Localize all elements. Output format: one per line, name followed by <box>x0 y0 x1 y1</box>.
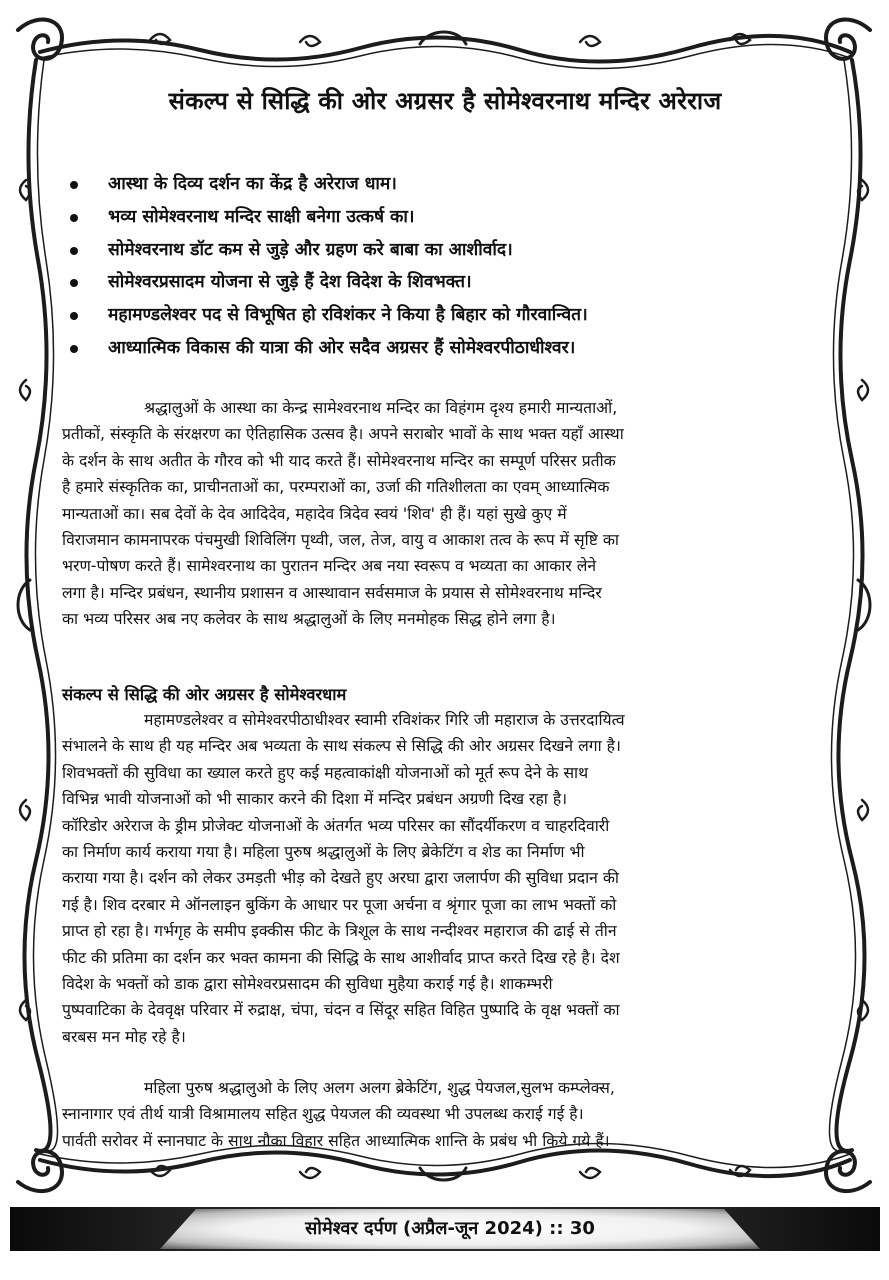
bullet-icon <box>70 312 78 320</box>
text-line: प्राप्त हो रहा है। गर्भगृह के समीप इक्कीस फीट के त्रिशूल के साथ नन्दीश्वर महाराज की ढाई से तीन <box>62 921 617 941</box>
section-heading: संकल्प से सिद्धि की ओर अग्रसर है सोमेश्वरधाम <box>62 685 347 704</box>
text-line: महिला पुरुष श्रद्धालुओ के लिए अलग अलग ब्रेकेटिंग, शुद्ध पेयजल,सुलभ कम्प्लेक्स, <box>144 1078 615 1097</box>
highlights-list <box>62 168 822 365</box>
text-line: स्नानागार एवं तीर्थ यात्री विश्रामालय सहित शुद्ध पेयजल की व्यवस्था भी उपलब्ध कराई गई है। <box>62 1104 584 1124</box>
bullet-icon <box>70 214 78 222</box>
bullet-icon <box>70 279 78 287</box>
bullet-icon <box>70 247 78 255</box>
text-line: लगा है। मन्दिर प्रबंधन, स्थानीय प्रशासन व आस्थावान सर्वसमाज के प्रयास से सोमेश्वरनाथ मन्दिर <box>62 582 602 602</box>
section-paragraph <box>62 707 830 1050</box>
text-line: संभालने के साथ ही यह मन्दिर अब भव्यता के साथ संकल्प से सिद्धि की ओर अग्रसर दिखने लगा है। <box>62 736 621 756</box>
list-item: आध्यात्मिक विकास की यात्रा की ओर सदैव अग्रसर हैं सोमेश्वरपीठाधीश्वर। <box>62 332 822 365</box>
facilities-paragraph <box>62 1075 830 1154</box>
bullet-icon <box>70 345 78 353</box>
intro-paragraph <box>62 395 830 633</box>
list-item: आस्था के दिव्य दर्शन का केंद्र है अरेराज धाम। <box>62 168 822 201</box>
text-line: विराजमान कामनापरक पंचमुखी शिविलिंग पृथ्वी, जल, तेज, वायु व आकाश तत्व के रूप में सृष्टि का <box>62 530 619 550</box>
list-item: सोमेश्वरप्रसादम योजना से जुड़े हैं देश विदेश के शिवभक्त। <box>62 266 822 299</box>
text-line: फीट की प्रतिमा का दर्शन कर भक्त कामना की सिद्धि के साथ आशीर्वाद प्राप्त करते दिख रहे है। देश <box>62 947 620 967</box>
text-line: है हमारे संस्कृतिक का, प्राचीनताओं का, परम्पराओं का, उर्जा की गतिशीलता का एवम् आध्यात्मिक <box>62 477 610 497</box>
text-line: श्रद्धालुओं के आस्था का केन्द्र सामेश्वरनाथ मन्दिर का विहंगम दृश्य हमारी मान्यताओं, <box>144 398 618 417</box>
text-line: विभिन्न भावी योजनाओं को भी साकार करने की दिशा में मन्दिर प्रबंधन अग्रणी दिख रहा है। <box>62 789 568 809</box>
text-line: का निर्माण कार्य कराया गया है। महिला पुरुष श्रद्धालुओं के लिए ब्रेकेटिंग व शेड का निर्माण भी <box>62 842 585 862</box>
footer-caption: सोमेश्वर दर्पण (अप्रैल-जून 2024) :: 30 <box>305 1218 595 1239</box>
bullet-icon <box>70 181 78 189</box>
text-line: गई है। शिव दरबार मे ऑनलाइन बुकिंग के आधार पर पूजा अर्चना व श्रृंगार पूजा का लाभ भक्तों को <box>62 894 617 914</box>
text-line: भरण-पोषण करते हैं। सामेश्वरनाथ का पुरातन मन्दिर अब नया स्वरूप व भव्यता का आकार लेने <box>62 556 597 576</box>
page-title: संकल्प से सिद्धि की ओर अग्रसर है सोमेश्वरनाथ मन्दिर अरेराज <box>168 87 722 115</box>
text-line: विदेश के भक्तों को डाक द्वारा सोमेश्वरप्रसादम की सुविधा मुहैया कराई गई है। शाकम्भरी <box>62 974 553 994</box>
text-line: पार्वती सरोवर में स्नानघाट के साथ नौका विहार सहित आध्यात्मिक शान्ति के प्रबंध भी किये गये हैं। <box>62 1130 610 1150</box>
list-item: महामण्डलेश्वर पद से विभूषित हो रविशंकर ने किया है बिहार को गौरवान्वित। <box>62 299 822 332</box>
text-line: कॉरिडोर अरेराज के ड्रीम प्रोजेक्ट योजनाओं के अंतर्गत भव्य परिसर का सौंदर्यीकरण व चाहरदिवारी <box>62 815 610 835</box>
text-line: का भव्य परिसर अब नए कलेवर के साथ श्रद्धालुओं के लिए मनमोहक सिद्ध होने लगा है। <box>62 609 556 629</box>
text-line: प्रतीकों, संस्कृति के संरक्षरण का ऐतिहासिक उत्सव है। अपने सराबोर भावों के साथ भक्त यहाँ आस्था <box>62 424 624 444</box>
text-line: पुष्पवाटिका के देववृक्ष परिवार में रुद्राक्ष, चंपा, चंदन व सिंदूर सहित विहित पुष्पादि के वृक्ष भक्तों का <box>62 1000 620 1020</box>
text-line: के दर्शन के साथ अतीत के गौरव को भी याद करते हैं। सोमेश्वरनाथ मन्दिर का सम्पूर्ण परिसर प्रतीक <box>62 450 616 470</box>
list-item: भव्य सोमेश्वरनाथ मन्दिर साक्षी बनेगा उत्कर्ष का। <box>62 201 822 234</box>
text-line: कराया गया है। दर्शन को लेकर उमड़ती भीड़ को देखते हुए अरघा द्वारा जलार्पण की सुविधा प्रदान की <box>62 868 619 888</box>
text-line: महामण्डलेश्वर व सोमेश्वरपीठाधीश्वर स्वामी रविशंकर गिरि जी महाराज के उत्तरदायित्व <box>144 710 625 729</box>
text-line: शिवभक्तों की सुविधा का ख्याल करते हुए कई महत्वाकांक्षी योजनाओं को मूर्त रूप देने के साथ <box>62 762 589 782</box>
text-line: मान्यताओं का। सब देवों के देव आदिदेव, महादेव त्रिदेव स्वयं 'शिव' ही हैं। यहां सुखे कुए में <box>62 503 567 523</box>
list-item: सोमेश्वरनाथ डॉट कम से जुड़े और ग्रहण करे बाबा का आशीर्वाद। <box>62 234 822 267</box>
text-line: बरबस मन मोह रहे है। <box>62 1026 186 1046</box>
